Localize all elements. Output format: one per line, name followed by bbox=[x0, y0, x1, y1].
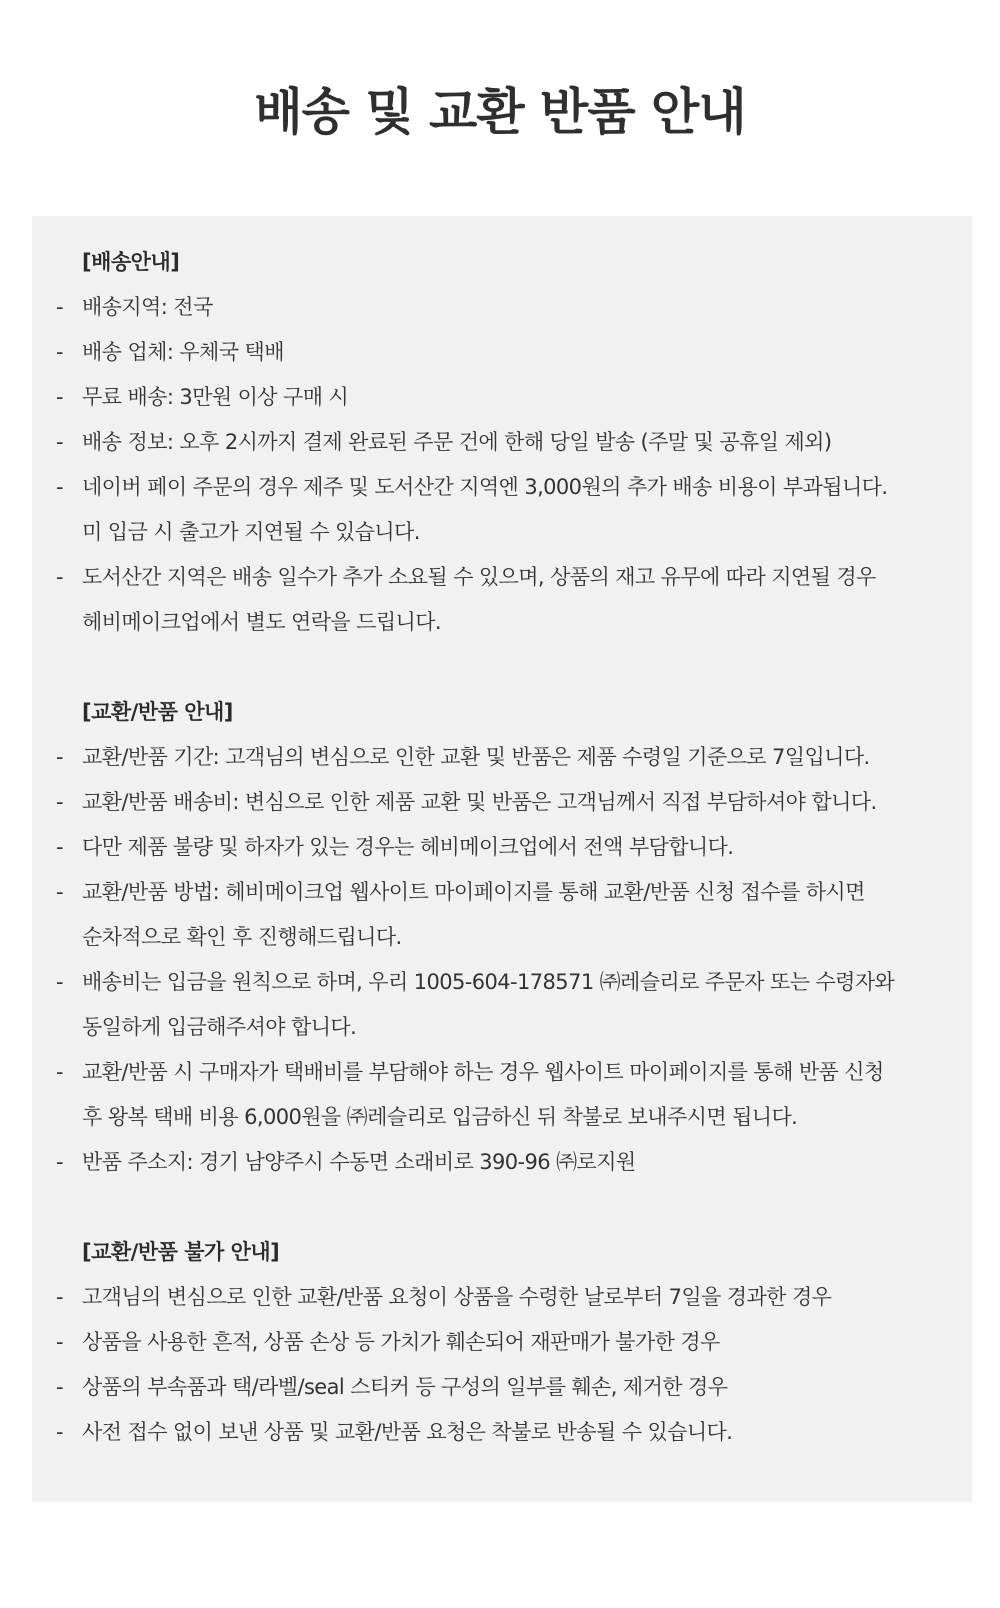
item-text: 교환/반품 시 구매자가 택배비를 부담해야 하는 경우 웹사이트 마이페이지를 통해 반품 신청 bbox=[82, 1060, 884, 1084]
item-text: 다만 제품 불량 및 하자가 있는 경우는 헤비메이크업에서 전액 부담합니다. bbox=[82, 835, 734, 859]
item-text-continued: 미 입금 시 출고가 지연될 수 있습니다. bbox=[82, 520, 420, 544]
exchange-return-section bbox=[56, 690, 948, 1185]
dash-bullet: - bbox=[56, 1330, 63, 1354]
list-item bbox=[56, 420, 948, 465]
item-text: 무료 배송: 3만원 이상 구매 시 bbox=[82, 385, 349, 409]
non-returnable-list bbox=[56, 1275, 948, 1455]
dash-bullet: - bbox=[56, 1420, 63, 1444]
section-heading: [배송안내] bbox=[82, 250, 180, 274]
dash-bullet: - bbox=[56, 1375, 63, 1399]
section-heading: [교환/반품 안내] bbox=[82, 700, 233, 724]
item-text: 배송 정보: 오후 2시까지 결제 완료된 주문 건에 한해 당일 발송 (주말 및 공휴일 제외) bbox=[82, 430, 832, 454]
section-heading: [교환/반품 불가 안내] bbox=[82, 1240, 280, 1264]
item-text: 도서산간 지역은 배송 일수가 추가 소요될 수 있으며, 상품의 재고 유무에 따라 지연될 경우 bbox=[82, 565, 876, 589]
dash-bullet: - bbox=[56, 745, 63, 769]
item-text: 네이버 페이 주문의 경우 제주 및 도서산간 지역엔 3,000원의 추가 배송 비용이 부과됩니다. bbox=[82, 475, 888, 499]
list-item bbox=[56, 1320, 948, 1365]
list-item bbox=[56, 1050, 948, 1140]
dash-bullet: - bbox=[56, 1060, 63, 1084]
dash-bullet: - bbox=[56, 970, 63, 994]
item-text: 상품을 사용한 흔적, 상품 손상 등 가치가 훼손되어 재판매가 불가한 경우 bbox=[82, 1330, 720, 1354]
item-text: 반품 주소지: 경기 남양주시 수동면 소래비로 390-96 ㈜로지원 bbox=[82, 1150, 636, 1174]
page-title: 배송 및 교환 반품 안내 bbox=[254, 83, 746, 141]
shipping-section bbox=[56, 240, 948, 645]
list-item bbox=[56, 330, 948, 375]
item-text: 교환/반품 기간: 고객님의 변심으로 인한 교환 및 반품은 제품 수령일 기준으로 7일입니다. bbox=[82, 745, 870, 769]
list-item bbox=[56, 960, 948, 1050]
item-text-continued: 동일하게 입금해주셔야 합니다. bbox=[82, 1015, 357, 1039]
list-item bbox=[56, 1365, 948, 1410]
item-text: 배송지역: 전국 bbox=[82, 295, 213, 319]
item-text: 배송 업체: 우체국 택배 bbox=[82, 340, 284, 364]
non-returnable-section bbox=[56, 1230, 948, 1455]
list-item bbox=[56, 735, 948, 780]
item-text: 교환/반품 배송비: 변심으로 인한 제품 교환 및 반품은 고객님께서 직접 부담하셔야 합니다. bbox=[82, 790, 877, 814]
dash-bullet: - bbox=[56, 565, 63, 589]
exchange-return-list bbox=[56, 735, 948, 1185]
list-item bbox=[56, 465, 948, 555]
dash-bullet: - bbox=[56, 1150, 63, 1174]
item-text: 고객님의 변심으로 인한 교환/반품 요청이 상품을 수령한 날로부터 7일을 경과한 경우 bbox=[82, 1285, 832, 1309]
list-item bbox=[56, 1275, 948, 1320]
item-text-continued: 순차적으로 확인 후 진행해드립니다. bbox=[82, 925, 402, 949]
dash-bullet: - bbox=[56, 430, 63, 454]
dash-bullet: - bbox=[56, 340, 63, 364]
item-text-continued: 후 왕복 택배 비용 6,000원을 ㈜레슬리로 입금하신 뒤 착불로 보내주시면 됩니다. bbox=[82, 1105, 798, 1129]
dash-bullet: - bbox=[56, 880, 63, 904]
list-item bbox=[56, 1410, 948, 1455]
item-text: 사전 접수 없이 보낸 상품 및 교환/반품 요청은 착불로 반송될 수 있습니다. bbox=[82, 1420, 733, 1444]
info-panel bbox=[32, 216, 972, 1502]
list-item bbox=[56, 285, 948, 330]
list-item bbox=[56, 555, 948, 645]
dash-bullet: - bbox=[56, 295, 63, 319]
item-text: 배송비는 입금을 원칙으로 하며, 우리 1005-604-178571 ㈜레슬리로 주문자 또는 수령자와 bbox=[82, 970, 895, 994]
shipping-list bbox=[56, 285, 948, 645]
item-text-continued: 헤비메이크업에서 별도 연락을 드립니다. bbox=[82, 610, 441, 634]
dash-bullet: - bbox=[56, 475, 63, 499]
dash-bullet: - bbox=[56, 385, 63, 409]
dash-bullet: - bbox=[56, 1285, 63, 1309]
list-item bbox=[56, 780, 948, 825]
item-text: 교환/반품 방법: 헤비메이크업 웹사이트 마이페이지를 통해 교환/반품 신청 접수를 하시면 bbox=[82, 880, 865, 904]
list-item bbox=[56, 1140, 948, 1185]
item-text: 상품의 부속품과 택/라벨/seal 스티커 등 구성의 일부를 훼손, 제거한 경우 bbox=[82, 1375, 728, 1399]
list-item bbox=[56, 825, 948, 870]
dash-bullet: - bbox=[56, 835, 63, 859]
list-item bbox=[56, 870, 948, 960]
list-item bbox=[56, 375, 948, 420]
dash-bullet: - bbox=[56, 790, 63, 814]
